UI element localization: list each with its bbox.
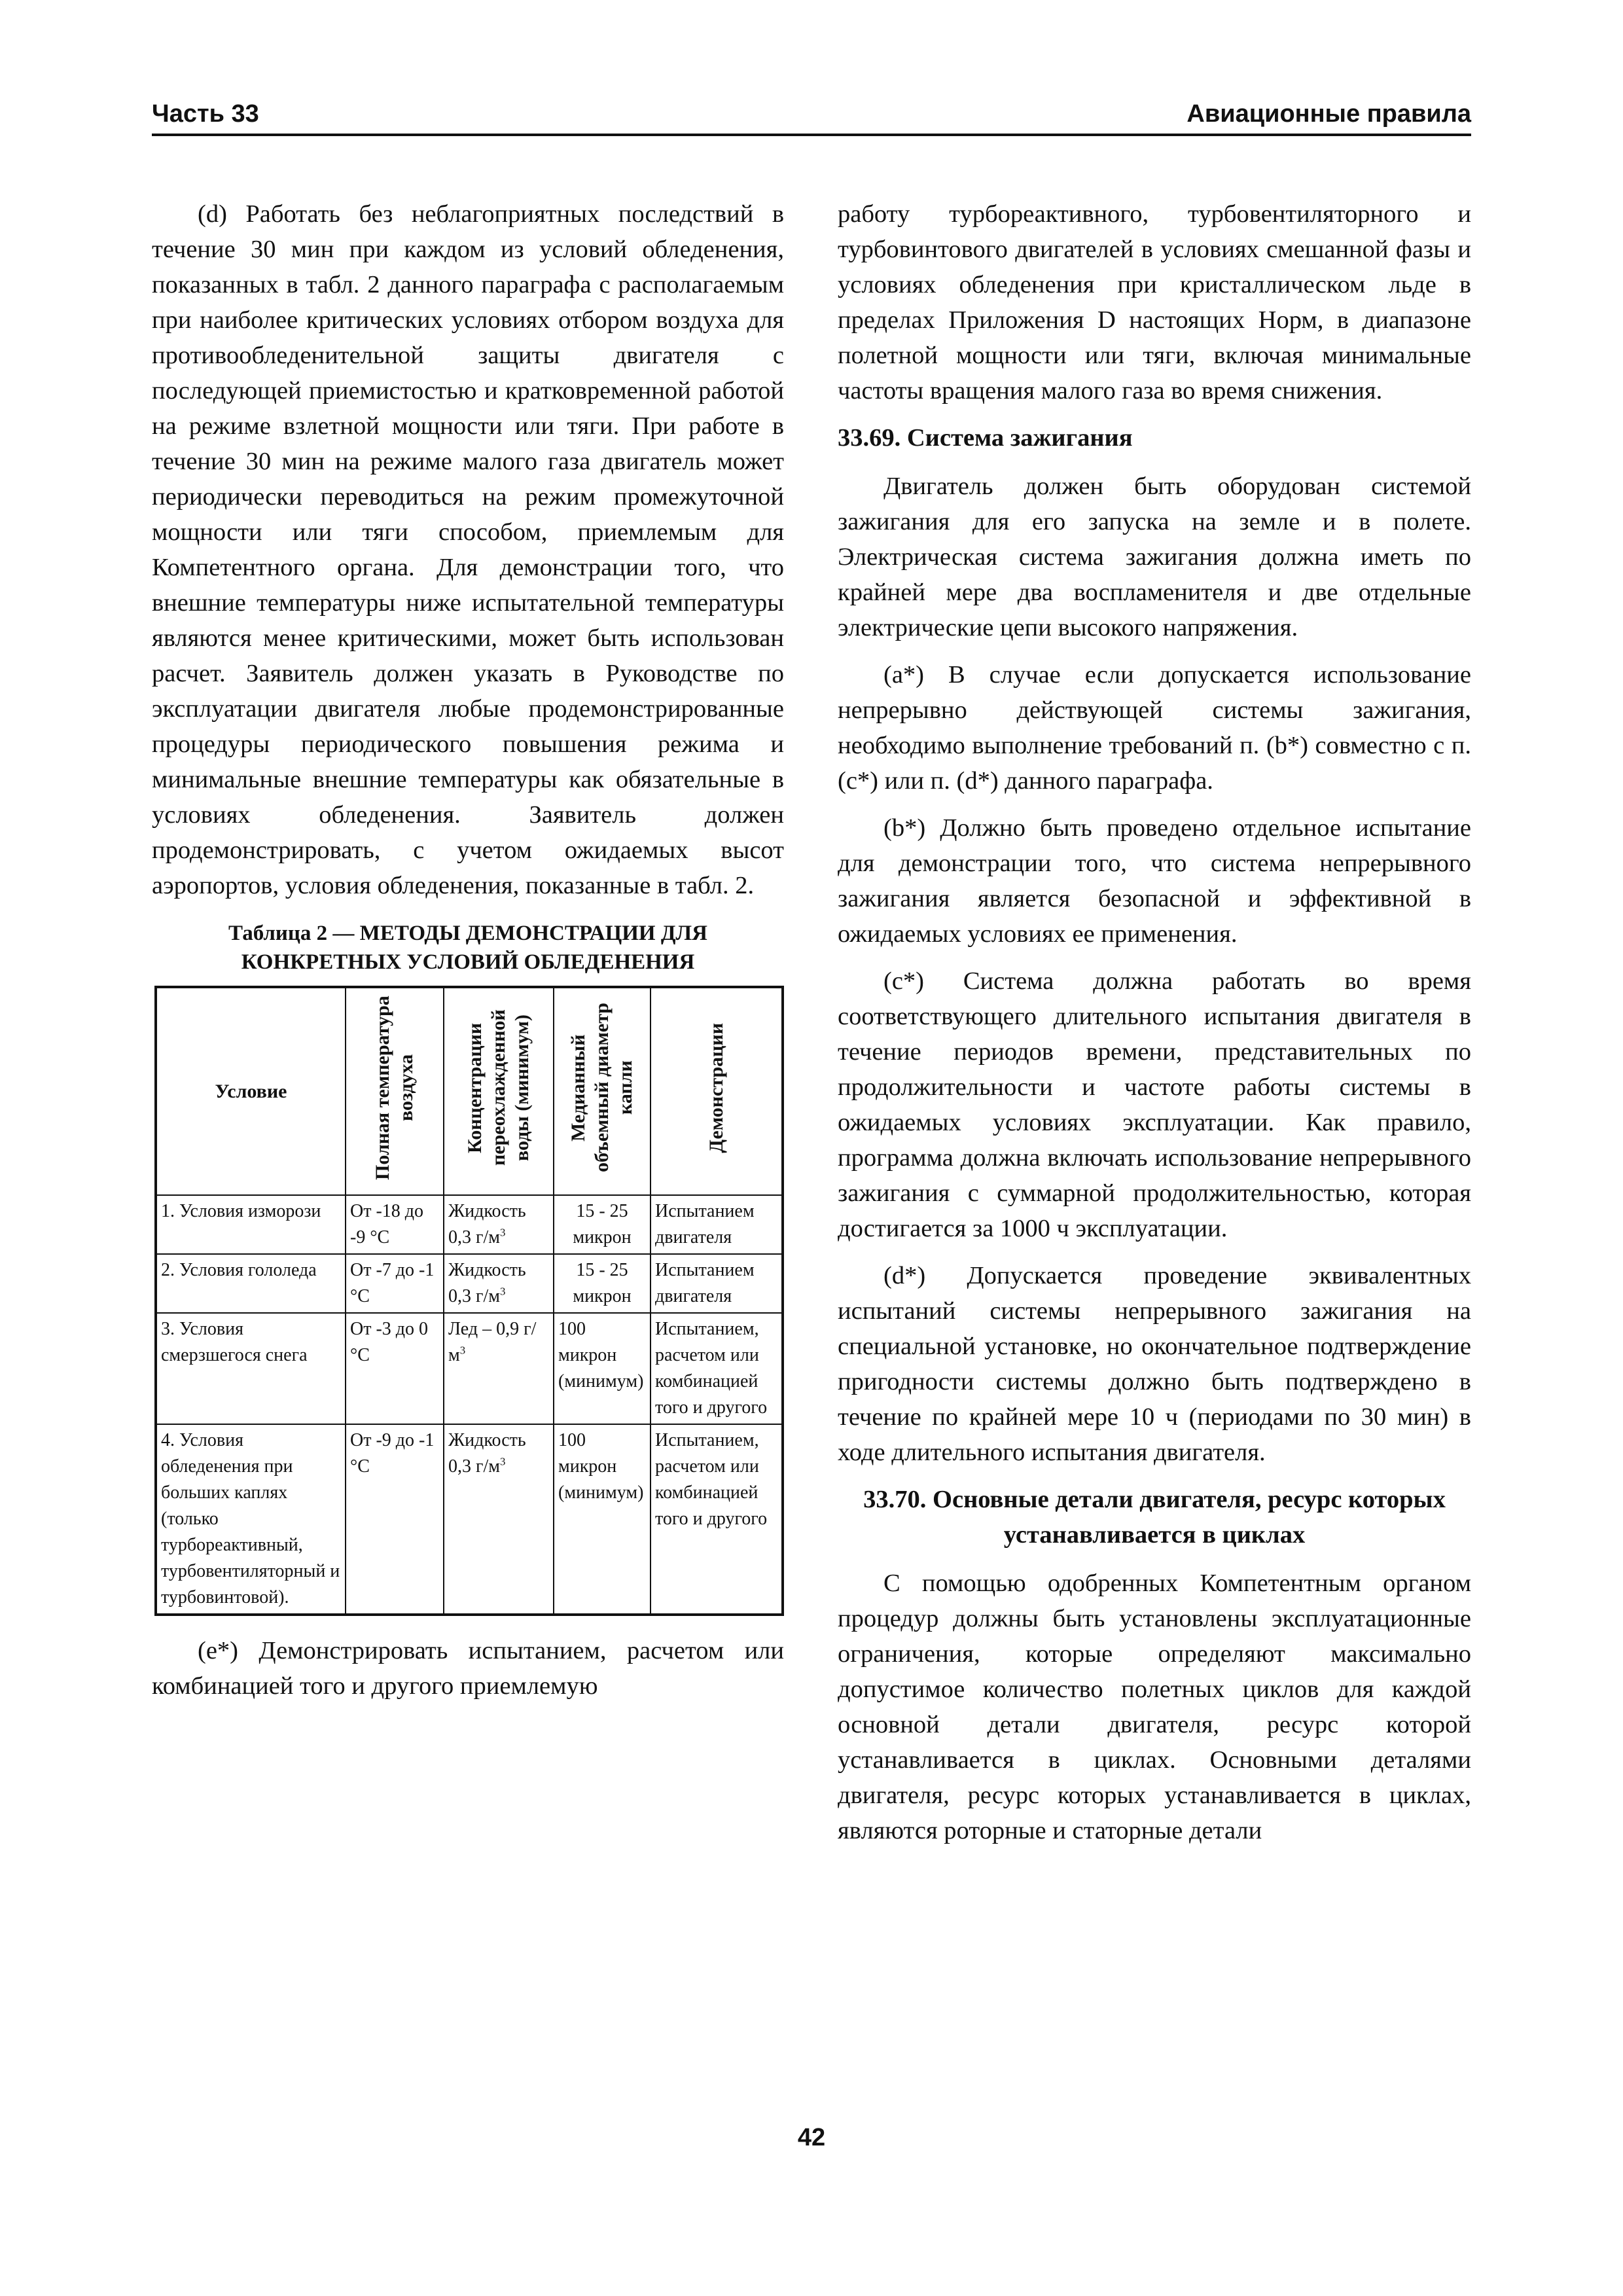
table-caption: Таблица 2 — МЕТОДЫ ДЕМОНСТРАЦИИ ДЛЯ КОНКРЕТНЫХ УСЛОВИЙ ОБЛЕДЕНЕНИЯ: [228, 922, 707, 974]
paragraph-a: (a*) В случае если допускается использование непрерывно действующей системы зажигания, необходимо выполнение требований п. (b*) совместно с п. (c*) или п. (d*) данного параграфа.: [838, 661, 1471, 795]
cell-temperature: От -3 до 0 °С: [346, 1313, 444, 1424]
table-row: [156, 1424, 783, 1615]
header-diameter: Медианный объемный диаметр капли: [554, 987, 651, 1195]
cell-concentration: Лед – 0,9 $г/м^3$: [444, 1313, 554, 1424]
cell-condition: 3. Условия смерзшегося снега: [156, 1313, 346, 1424]
icing-conditions-table: [154, 986, 784, 1616]
section-heading-33-70: 33.70. Основные детали двигателя, ресурс которых устанавливается в циклах: [863, 1486, 1446, 1549]
table-row: [156, 1254, 783, 1313]
cell-diameter: 15 - 25 микрон: [554, 1254, 651, 1313]
cell-temperature: От -9 до -1 °С: [346, 1424, 444, 1615]
page-number: 42: [797, 2124, 826, 2151]
cell-condition: 2. Условия гололеда: [156, 1254, 346, 1313]
cell-demonstration: Испытанием, расчетом или комбинацией того и другого: [651, 1313, 783, 1424]
header-part: Часть 33: [152, 100, 259, 128]
paragraph-continuation: работу турбореактивного, турбовентиляторного и турбовинтового двигателей в условиях смешанной фазы и условиях обледенения при кристаллическом льде в пределах Приложения D настоящих Норм, в диапазоне полетной мощности или тяги, включая минимальные частоты вращения малого газа во время снижения.: [838, 200, 1471, 404]
table-row: [156, 1195, 783, 1254]
cell-diameter: 100 микрон (минимум): [554, 1424, 651, 1615]
cell-temperature: От -7 до -1 °С: [346, 1254, 444, 1313]
cell-demonstration: Испытанием двигателя: [651, 1254, 783, 1313]
paragraph-d-star: (d*) Допускается проведение эквивалентных испытаний системы непрерывного зажигания на специальной установке, но окончательное подтверждение пригодности системы должно быть подтверждено в течение по крайней мере 10 ч (периодами по 30 мин) в ходе длительного испытания двигателя.: [838, 1262, 1471, 1466]
paragraph-d: (d) Работать без неблагоприятных последствий в течение 30 мин при каждом из условий обледенения, показанных в табл. 2 данного параграфа с располагаемым при наиболее критических условиях отбором воздуха для противообледенительной защиты двигателя с последующей приемистостью и кратковременной работой на режиме взлетной мощности или тяги. При работе в течение 30 мин на режиме малого газа двигатель может периодически переводиться на режим промежуточной мощности или тяги способом, приемлемым для Компетентного органа. Для демонстрации того, что внешние температуры ниже испытательной температуры являются менее критическими, может быть использован расчет. Заявитель должен указать в Руководстве по эксплуатации двигателя любые продемонстрированные процедуры периодического повышения режима и минимальные внешние температуры как обязательные в условиях обледенения. Заявитель должен продемонстрировать, с учетом ожидаемых высот аэропортов, условия обледенения, показанные в табл. 2.: [152, 200, 784, 899]
header-condition: Условие: [156, 987, 346, 1195]
paragraph-b: (b*) Должно быть проведено отдельное испытание для демонстрации того, что система непрерывного зажигания является безопасной и эффективной в ожидаемых условиях ее применения.: [838, 814, 1471, 948]
cell-temperature: От -18 до -9 °С: [346, 1195, 444, 1254]
cell-concentration: Жидкость 0,3 $г/м^3$: [444, 1254, 554, 1313]
cell-demonstration: Испытанием двигателя: [651, 1195, 783, 1254]
header-temperature: Полная температура воздуха: [346, 987, 444, 1195]
table-header-row: [156, 987, 783, 1195]
paragraph-c: (c*) Система должна работать во время соответствующего длительного испытания двигателя в течение периодов времени, представительных по продолжительности и частоте работы системы в ожидаемых условиях эксплуатации. Как правило, программа должна включать использование непрерывного зажигания с суммарной продолжительностью, которая достигается за 1000 ч эксплуатации.: [838, 967, 1471, 1242]
page-header: [152, 97, 1471, 136]
section-heading-33-69: 33.69. Система зажигания: [838, 424, 1133, 452]
table-row: [156, 1313, 783, 1424]
cell-demonstration: Испытанием, расчетом или комбинацией того и другого: [651, 1424, 783, 1615]
cell-condition: 1. Условия изморози: [156, 1195, 346, 1254]
cell-concentration: Жидкость 0,3 $г/м^3$: [444, 1424, 554, 1615]
right-column: [838, 196, 1471, 1860]
left-column: [152, 196, 784, 1715]
cell-diameter: 100 микрон (минимум): [554, 1313, 651, 1424]
cell-diameter: 15 - 25 микрон: [554, 1195, 651, 1254]
cell-concentration: Жидкость 0,3 $г/м^3$: [444, 1195, 554, 1254]
paragraph-33-69: Двигатель должен быть оборудован системой зажигания для его запуска на земле и в полете. Электрическая система зажигания должна иметь по крайней мере два воспламенителя и две отдельные электрические цепи высокого напряжения.: [838, 473, 1471, 641]
paragraph-e: (e*) Демонстрировать испытанием, расчетом или комбинацией того и другого приемлемую: [152, 1637, 784, 1700]
header-concentration: Концентрации переохлажденной воды (минимум): [444, 987, 554, 1195]
header-demonstration: Демонстрации: [651, 987, 783, 1195]
cell-condition: 4. Условия обледенения при больших каплях (только турбореактивный, турбовентиляторный и турбовинтовой).: [156, 1424, 346, 1615]
paragraph-33-70: С помощью одобренных Компетентным органом процедур должны быть установлены эксплуатационные ограничения, которые определяют максимально допустимое количество полетных циклов для каждой основной детали двигателя, ресурс которой устанавливается в циклах. Основными деталями двигателя, ресурс которых устанавливается в циклах, являются роторные и статорные детали: [838, 1570, 1471, 1844]
header-title: Авиационные правила: [1186, 100, 1471, 128]
